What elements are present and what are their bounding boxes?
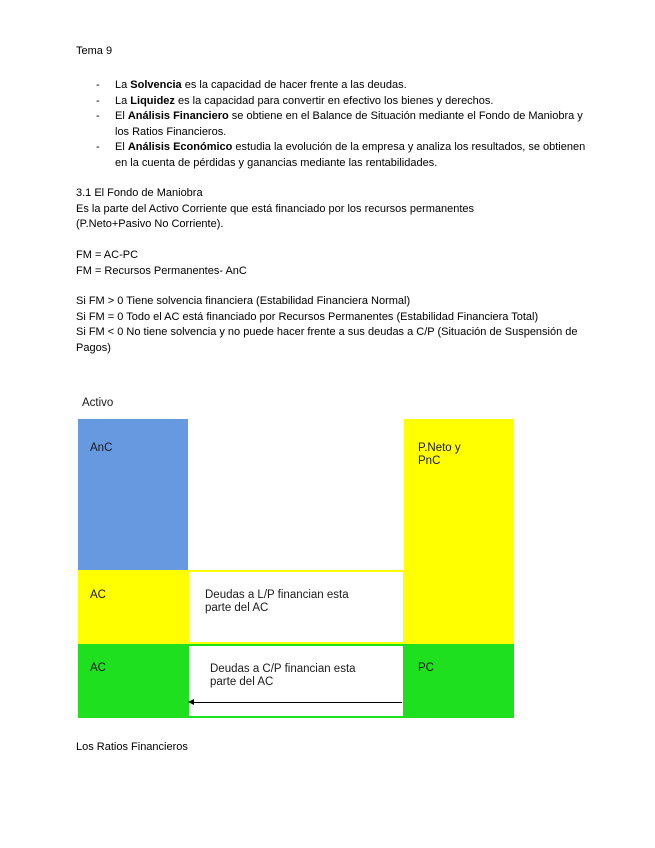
- list-item: - El Análisis Financiero se obtiene en el Balance de Situación mediante el Fondo de Maniobra y los Ratios Financieros.: [96, 110, 583, 138]
- footer-heading: Los Ratios Financieros: [76, 741, 188, 753]
- definition-list: [96, 78, 596, 171]
- activo-label: Activo: [82, 397, 114, 409]
- arrow-line: [192, 702, 402, 703]
- ac-bottom-block: [78, 644, 188, 718]
- arrow-left-icon: [188, 699, 194, 705]
- anc-label: AnC: [90, 442, 113, 454]
- section-heading: 3.1 El Fondo de Maniobra: [76, 187, 203, 199]
- pneto-label: P.Neto y PnC: [418, 442, 461, 467]
- page-title: Tema 9: [76, 45, 113, 57]
- deudas-cp-label: Deudas a C/P financian esta parte del AC: [210, 663, 356, 688]
- section-fondo-maniobra: [76, 186, 596, 233]
- formula-fm-rp-anc: FM = Recursos Permanentes- AnC: [76, 264, 247, 277]
- formulas: [76, 248, 596, 279]
- ac-bottom-label: AC: [90, 662, 106, 674]
- list-item: - La Solvencia es la capacidad de hacer frente a las deudas.: [96, 79, 407, 91]
- pc-block: [404, 644, 514, 718]
- condition-lt-zero: Si FM < 0 No tiene solvencia y no puede hacer frente a sus deudas a C/P (Situación de Suspensión de Pagos): [76, 326, 578, 354]
- pc-label: PC: [418, 662, 434, 674]
- ac-top-block: [78, 570, 188, 644]
- list-item: - El Análisis Económico estudia la evolución de la empresa y analiza los resultados, se obtienen en la cuenta de pérdidas y ganancias mediante las rentabilidades.: [96, 141, 586, 169]
- list-item: - La Liquidez es la capacidad para convertir en efectivo los bienes y derechos.: [96, 94, 494, 107]
- deudas-lp-label: Deudas a L/P financian esta parte del AC: [205, 589, 349, 614]
- condition-eq-zero: Si FM = 0 Todo el AC está financiado por Recursos Permanentes (Estabilidad Financiera Total): [76, 310, 539, 323]
- section-definition: Es la parte del Activo Corriente que está financiado por los recursos permanentes (P.Neto+Pasivo No Corriente).: [76, 202, 475, 230]
- ac-top-label: AC: [90, 589, 106, 601]
- formula-fm-ac-pc: FM = AC-PC: [76, 249, 139, 261]
- condition-gt-zero: Si FM > 0 Tiene solvencia financiera (Estabilidad Financiera Normal): [76, 295, 411, 307]
- conditions: [76, 294, 586, 356]
